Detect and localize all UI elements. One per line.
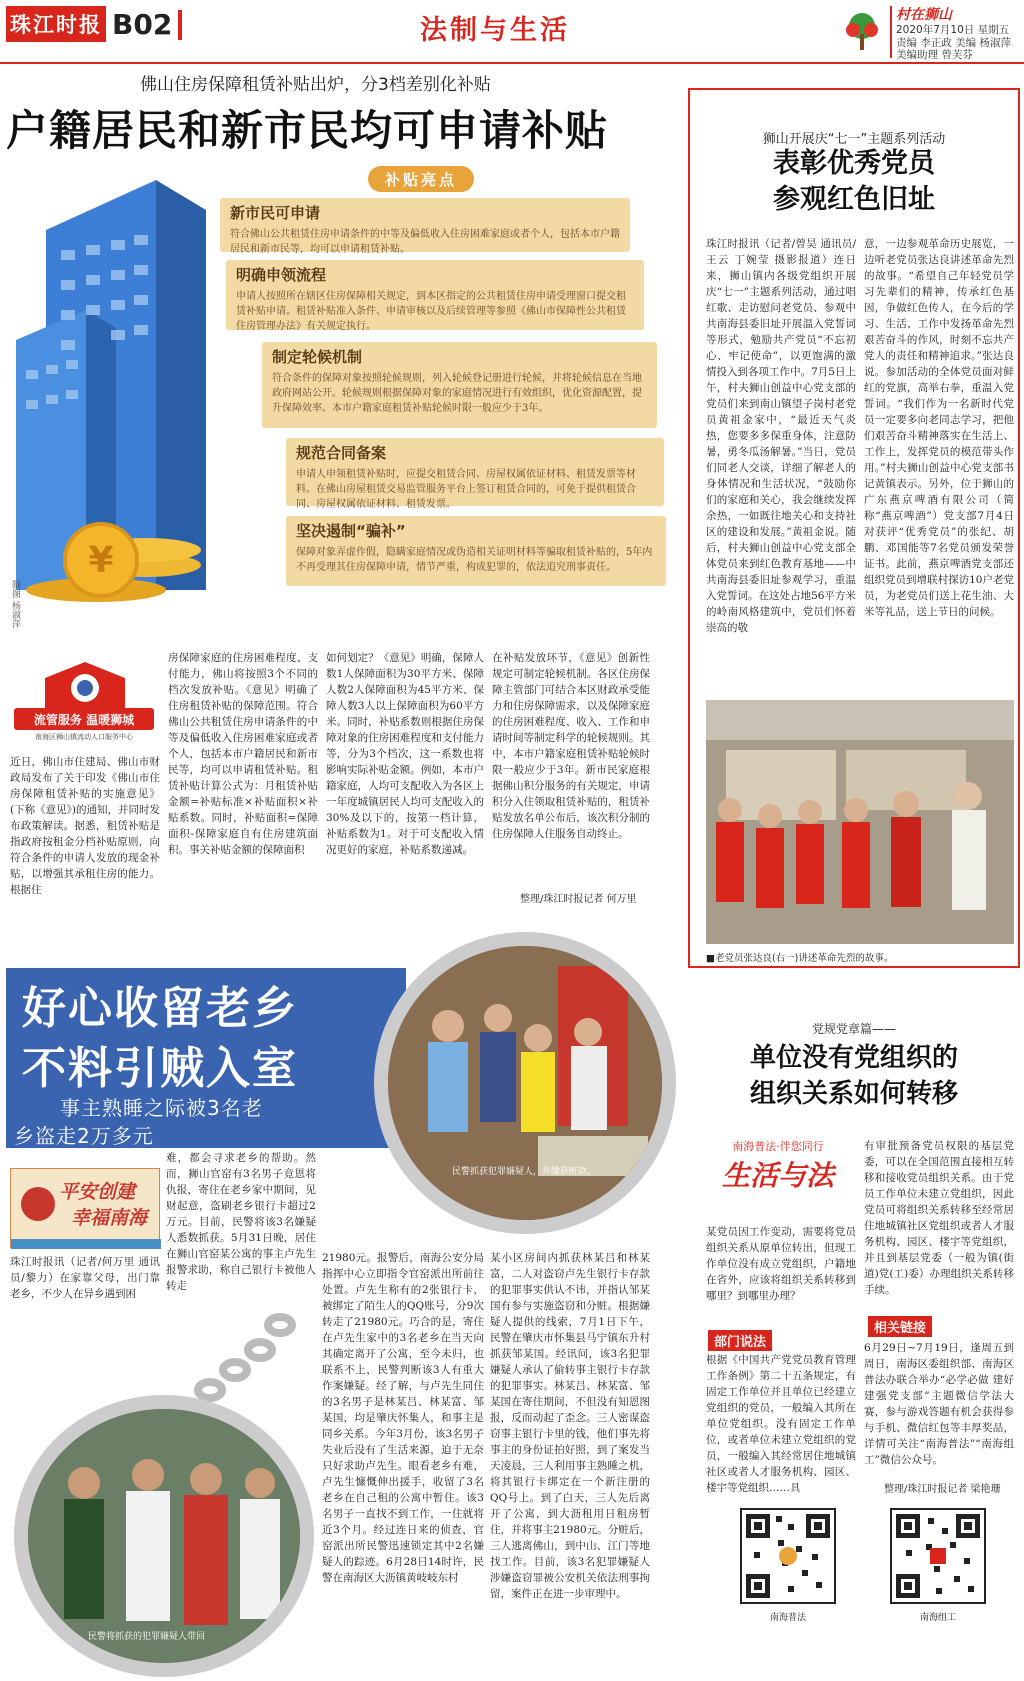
logo-text-2: 幸福南海 <box>71 1207 148 1229</box>
right-kicker: 狮山开展庆“七一”主题系列活动 <box>762 132 946 147</box>
point-card <box>220 198 630 255</box>
right-headline <box>688 146 1020 218</box>
article-kicker: 佛山住房保障租赁补贴出炉，分3档差别化补贴 <box>140 75 491 95</box>
point-text: 符合佛山公共租赁住房申请条件的中等及偏低收入住房困难家庭或者个人，包括本市户籍居民和新市民等，均可以申请租赁补贴。 <box>230 229 620 255</box>
right-column: 珠江时报讯（记者/曾昊 通讯员/王云 丁婉莹 摄影报道）连日来，狮山镇内各级党组织开展庆“七一”主题系列活动，通过唱红歌、走访慰问老党员、参观中共南海县委旧址开展温入党誓词等形式，勉励共产党员“不忘初心、牢记使命”，以更饱满的激情投入到各项工作中。7月5日上午，村夫狮山创益中心党支部的党员们来到南山镇望子岗村老党员黄祖金家中，“最近天气炎热，您要多多保重身体，注意防暑，勇冬瓜汤解暑。”当日，党员们同老人交谈，详细了解老人的身体情况和生活状况，“鼓励你们的家庭和关心，我会继续发挥余热，一如既往地关心和支持社区的建设和发展。”黄祖金说。随后，村夫狮山创益中心党支部全体党员来到红色教育基地——中共南海县委旧址参观学习，重温入党誓词。在这处占地56平方米的岭南风格建筑中，党员们怀着崇高的敬 <box>706 238 856 634</box>
point-title: 制定轮候机制 <box>272 348 363 366</box>
header-separator <box>890 6 892 58</box>
section-headline-line: 单位没有党组织的 <box>749 1043 958 1073</box>
section-title: 法制与生活 <box>420 15 570 46</box>
suspects-photo <box>14 1395 314 1677</box>
seal-org: 南海区狮山镇流动人口服务中心 <box>35 733 133 741</box>
masthead-logo: 珠江时报 <box>6 6 106 42</box>
photo-caption: ■老党员张达良(右一)讲述革命先烈的故事。 <box>706 953 894 964</box>
point-card <box>286 438 664 510</box>
law-logo-main: 生活与法 <box>721 1159 834 1192</box>
story-headline: 好心收留老乡 <box>22 983 298 1034</box>
answer-text: 根据《中国共产党党员教育管理工作条例》第二十五条规定，有固定工作单位并且单位已经建立党组织的党员，一般编入其所在单位党组织。没有固定工作单位，或者单位未建立党组织的党员，一般编入其经常居住地城镇社区或者人才服务机构、园区、楼宇等党组织……具 <box>706 1354 856 1494</box>
point-card <box>262 342 657 428</box>
highlight-badge: 补贴亮点 <box>368 166 474 192</box>
article-column: 在补贴发放环节，《意见》创新性规定可制定轮候机制。各区住房保障主管部门可结合本区财政承受能力和住房保障需求，以及保障家庭的住房困难程度、收入、工作和申请时间等制定科学的轮候规则。其中，本市户籍家庭租赁补贴轮候时限一般应少于3年。新市民家庭根据佛山积分服务的有关规定，申请积分入住领取租赁补贴的，租赁补贴发放名单公布后，该次积分制的住房保障人住服务自动终止。 <box>492 652 650 840</box>
police-photo <box>374 932 676 1234</box>
brand-name: 村在狮山 <box>896 7 952 23</box>
qr-code <box>740 1508 836 1604</box>
qr-code-2 <box>890 1508 986 1604</box>
article-column: 如何划定？《意见》明确，保障人数1人保障面积为30平方米、保障人数2人保障面积为45平方米、保障人数3人以上保障面积为60平方米。同时，补贴系数则根据住房保障对象的住房困难程度和支付能力等，分为3个档次，这一系数也将影响实际补贴金额。例如，本市户籍家庭，人均可支配收入为各区上一年度城镇居民人均可支配收入的30%及以下的，按第一档计算，补贴系数为1。对于可支配收入情况更好的家庭，补贴系数递减。 <box>326 652 484 856</box>
seal-icon <box>19 1185 57 1223</box>
qr-label: 南海普法 <box>769 1613 806 1623</box>
story-headline-2: 不料引贼入室 <box>22 1043 298 1094</box>
seal-slogan: 流管服务 温暖狮城 <box>14 708 154 730</box>
point-title: 新市民可申请 <box>230 204 321 222</box>
section-headline <box>688 1040 1020 1112</box>
law-logo-top: 南海普法·伴您同行 <box>732 1140 824 1153</box>
point-text: 保障对象弄虚作假，隐瞒家庭情况或伪造相关证明材料等骗取租赁补贴的，5年内不再受理其住房保障申请，情节严重，构成犯罪的，依法追究刑事责任。 <box>296 547 653 573</box>
safe-nanhai-logo <box>10 1168 160 1248</box>
page-number: B02 <box>112 8 173 41</box>
qr-code-icon <box>742 1510 834 1602</box>
right-headline-line: 表彰优秀党员 <box>773 148 935 179</box>
photo-visit-placeholder <box>706 700 1014 944</box>
article-column: 近日，佛山市住建局、佛山市财政局发布了关于印发《佛山市住房保障租赁补贴的实施意见》(下称《意见》)的通知，并同时发布政策解读。据悉，租赁补贴是指政府按租金分档补贴原则，向符合条件的申请人发放的现金补贴，以增强其承租住房的能力。根据住 <box>10 756 160 896</box>
photo-people-placeholder <box>388 946 662 1220</box>
section-kicker: 党规党章篇—— <box>811 1022 896 1036</box>
point-card <box>286 516 666 586</box>
point-text: 申请人按照所在辖区住房保障相关规定，到本区指定的公共租赁住房申请受理窗口提交租赁补贴申请。租赁补贴准入条件、申请审核以及后续管理等参照《佛山市保障性公共租赁住房管理办法》有关规定执行。 <box>236 291 626 332</box>
question-text: 某党员因工作变动，需要将党员组织关系从原单位转出，但现工作单位没有成立党组织，户籍地在省外，应该将组织关系转移到哪里？到哪里办理？ <box>706 1226 856 1302</box>
byline: 整理/珠江时报记者 何万里 <box>520 894 637 905</box>
link-text: 6月29日~7月19日，逢周五到周日，南海区委组织部、南海区普法办联合举办“必学必做 建好建强党支部”主题微信学法大赛，参与游戏答题有机会获得参与手机、微信红包等丰厚奖品，详情可关注“南海普法”“南海组工”微信公众号。 <box>864 1342 1014 1466</box>
svg-text:¥: ¥ <box>88 540 114 581</box>
right-column: 意，一边参观革命历史展览，一边听老党员张达良讲述革命先烈的故事。“希望自己年轻党员学习先辈们的精神，传承红色基因，争做红色传人，在今后的学习、生活、工作中发扬革命先烈艰苦奋斗的作风，时刻不忘共产党人的责任和精神追求。”张达良说。参加活动的全体党员面对鲜红的党旗，高举右拳，重温入党誓词。“我们作为一名新时代党员一定要多向老同志学习，把他们艰苦奋斗精神落实在生活上、工作上，发挥党员的模范带头作用。”村夫狮山创益中心党支部书记黄镇表示。另外，位于狮山的广东燕京啤酒有限公司（简称“燕京啤酒”）党支部7月4日对获评“优秀党员”的张纪、胡鹏、邓国能等7名党员颁发荣誉证书。此前，燕京啤酒党支部还组织党员到增联村探访10户老党员，为老党员们送上花生油、大米等礼品，送上节日的问候。 <box>864 238 1014 618</box>
photo-caption: 民警抓获犯罪嫌疑人，并缴获赃款。 <box>452 1167 597 1177</box>
skyline-icon <box>11 1229 161 1249</box>
graphic-credit: 制图 杨淑萍 <box>10 580 20 628</box>
logo-text: 平安创建 <box>59 1181 136 1203</box>
editors-line: 责编 李正政 美编 杨淑萍 <box>896 37 1012 49</box>
story-subhead-2: 乡盗走2万多元 <box>14 1124 154 1148</box>
article-headline: 户籍居民和新市民均可申请补贴 <box>6 106 609 155</box>
header-rule <box>0 62 1024 64</box>
photo-suspects-placeholder <box>28 1409 300 1663</box>
visit-photo <box>706 700 1014 944</box>
qr-code-icon <box>892 1510 984 1602</box>
story-lede: 珠江时报讯（记者/何万里 通讯员/黎力）在家靠父母，出门靠老乡，不少人在异乡遇到困 <box>10 1256 160 1300</box>
photo-caption: 民警将抓获的犯罪嫌疑人带回 <box>88 1632 206 1642</box>
point-title: 坚决遏制“骗补” <box>296 522 406 540</box>
story-column: 某小区房间内抓获林某吕和林某富，二人对盗窃卢先生银行卡存款的犯罪事实供认不讳，并指认邹某国有参与实施盗窃和分赃。根据嫌疑人提供的线索，7月1日下午，民警在肇庆市怀集县马宁镇东升村抓获邹某国。经讯问，该3名犯罪嫌疑人承认了偷转事主银行卡存款的犯罪事实。林某吕、林某富、邹某国在寄住期间，不但没有知恩图报，反而动起了歪念。三人密谋盗窃事主银行卡里的钱，他们事先将事主的身份证拍好照，到了案发当天凌晨，三人利用事主熟睡之机，将其银行卡绑定在一个新注册的QQ号上。到了白天，三人先后离开了公寓，到大沥租用日租房暂住，并将事主21980元。分赃后，三人逃离佛山，到中山、江门等地找工作。目前，该3名犯罪嫌疑人涉嫌盗窃罪被公安机关依法刑事拘留，案件正在进一步审理中。 <box>490 1252 650 1600</box>
story-column: 21980元。报警后，南海公安分局指挥中心立即指令官窑派出所前往处置。卢先生称有的2张银行卡，被绑定了陌生人的QQ账号，分9次转走了21980元。巧合的是，寄住在卢先生家中的3名老乡在当天向其确定离开了公寓，至今未归，也联系不上，民警判断该3人有重大作案嫌疑。经了解，与卢先生同住的3名男子是林某吕、林某富、邹某国，均是肇庆怀集人，和事主是同乡关系。今年3月份，该3名男子失业后没有了生活来源，迫于无奈只好求助卢先生。眼看老乡有难，卢先生慷慨伸出援手，收留了3名老乡在自己租的公寓中暂住。该3名男子一直找不到工作，一住就将近3个月。经过连日来的侦查，官窑派出所民警迅速锁定其中2名嫌疑人的踪迹。6月28日14时许，民警在南海区大沥镇黄岐岐东村 <box>322 1252 484 1584</box>
story-column: 难，都会寻求老乡的帮助。然而，狮山官窑有3名男子竟恩将仇报，寄住在老乡家中期间，见财起意，盗刷老乡银行卡超过2万元。目前，民警将该3名嫌疑人悉数抓获。5月31日晚，居住在狮山官窑某公寓的事主卢先生报警求助，称自己银行卡被他人转走 <box>166 1152 316 1292</box>
section-headline-line-2: 组织关系如何转移 <box>749 1079 958 1109</box>
byline: 整理/珠江时报记者 梁艳珊 <box>884 1484 1001 1495</box>
point-title: 规范合同备案 <box>296 444 387 462</box>
article-column: 房保障家庭的住房困难程度、支付能力，佛山将按照3个不同的档次发放补贴。《意见》明确了住房租赁补贴的保障范围。符合佛山公共租赁住房申请条件的中等及偏低收入住房困难家庭或者个人，包括本市户籍居民和新市民等，均可以申请租赁补贴。租赁补贴计算公式为：月租赁补贴金额=补贴标准×补贴面积×补贴系数。同时，补贴面积=保障面积-保障家庭自有住房建筑面积。事关补贴金额的保障面积 <box>168 652 318 856</box>
link-tag: 相关链接 <box>868 1316 932 1337</box>
editors-line-2: 美编助理 曾芙芬 <box>896 49 973 61</box>
point-text: 符合条件的保障对象按照轮候规则，列入轮候登记册进行轮候，并将轮候信息在当地政府网站公开。轮候规则根据保障对象的家庭情况进行有效组织，优化资源配置，提升保障效率。本市户籍家庭租赁补贴轮候时限一般应少于3年。 <box>272 373 642 414</box>
date-line: 2020年7月10日 星期五 <box>896 24 1010 36</box>
point-text: 申请人申领租赁补贴时，应提交租赁合同、房屋权属依证材料、租赁发票等材料。在佛山房屋租赁交易监管服务平台上签订租赁合同的，可免于提供租赁合同、房屋权属依证材料、租赁发票。 <box>296 469 636 510</box>
tree-logo-icon <box>840 10 884 54</box>
dept-tag: 部门说法 <box>708 1330 772 1351</box>
right-headline-line-2: 参观红色旧址 <box>773 184 935 215</box>
law-column-logo <box>708 1138 848 1208</box>
point-title: 明确申领流程 <box>236 266 327 284</box>
answer-continued: 有审批预备党员权限的基层党委，可以在全国范围直接相互转移和接收党员组织关系。由于党员工作单位未建立党组织，因此党员可将组织关系转移至经常居住地城镇社区党组织或者人才服务机构、园区、楼宇等党组织，并且到基层党委（一般为镇(街道)党(工)委）办理组织关系转移手续。 <box>864 1140 1014 1296</box>
qr-label-2: 南海组工 <box>919 1613 956 1623</box>
point-card <box>226 260 644 330</box>
header-divider <box>178 10 182 40</box>
story-subhead: 事主熟睡之际被3名老 <box>60 1096 263 1120</box>
